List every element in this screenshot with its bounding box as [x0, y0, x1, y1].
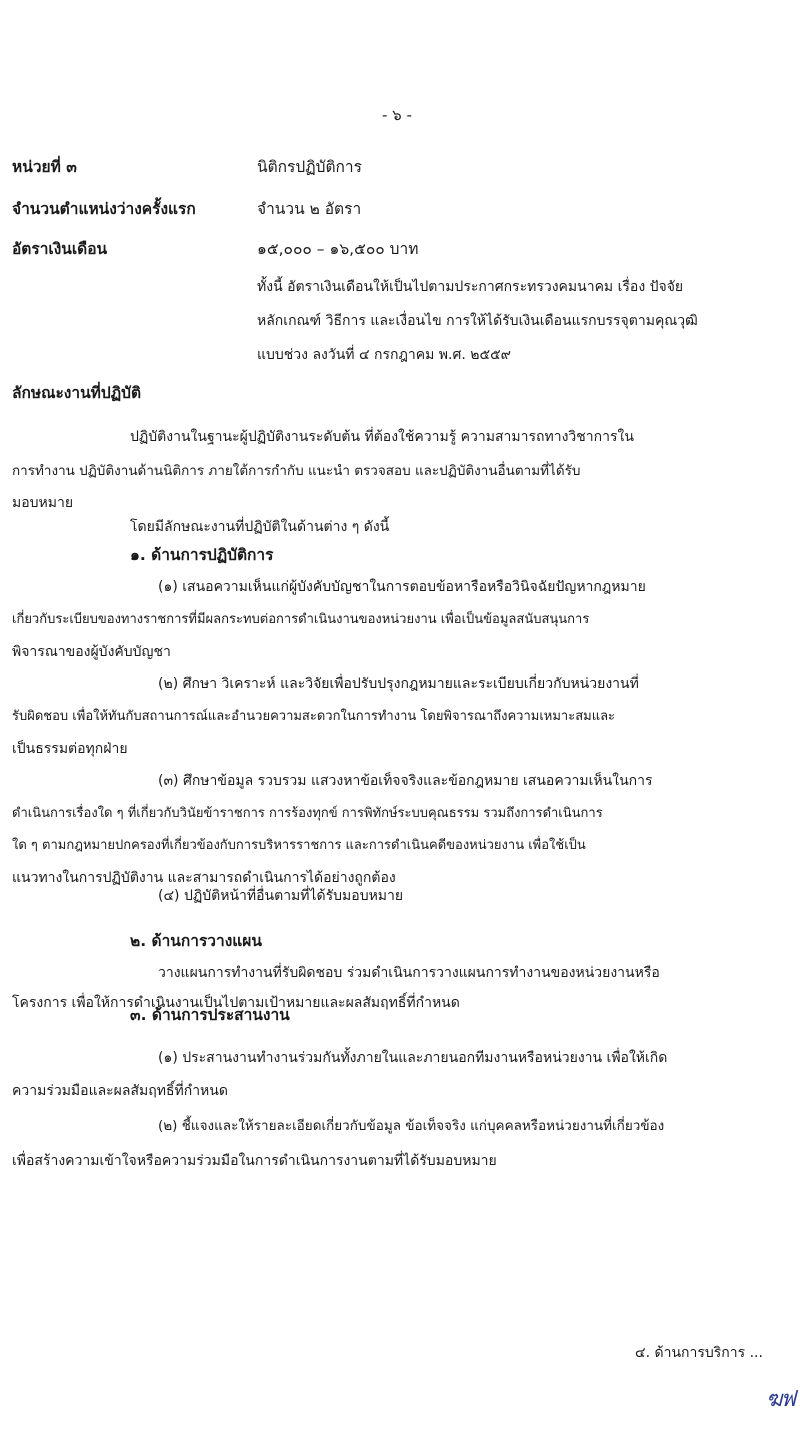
section1-item3-line: ใด ๆ ตามกฎหมายปกครองที่เกี่ยวข้องกับการบริหารราชการ และการดำเนินคดีของหน่วยงาน เพื่อใช้เป็น — [12, 838, 586, 853]
section1-item4: (๔) ปฏิบัติหน้าที่อื่นตามที่ได้รับมอบหมาย — [158, 888, 404, 904]
section3-item2-line: เพื่อสร้างความเข้าใจหรือความร่วมมือในการดำเนินการงานตามที่ได้รับมอบหมาย — [12, 1153, 497, 1169]
section1-item2-line: รับผิดชอบ เพื่อให้ทันกับสถานการณ์และอำนวยความสะดวกในการทำงาน โดยพิจารณาถึงความเหมาะสมและ — [12, 709, 616, 724]
section1-item3-line: (๓) ศึกษาข้อมูล รวบรวม แสวงหาข้อเท็จจริงและข้อกฎหมาย เสนอความเห็นในการ — [158, 773, 653, 789]
section1-item2-line: (๒) ศึกษา วิเคราะห์ และวิจัยเพื่อปรับปรุงกฎหมายและระเบียบเกี่ยวกับหน่วยงานที่ — [158, 676, 639, 692]
unit-value: นิติกรปฏิบัติการ — [257, 158, 362, 176]
section3-item1-line: (๑) ประสานงานทำงานร่วมกันทั้งภายในและภายนอกทีมงานหรือหน่วยงาน เพื่อให้เกิด — [158, 1050, 668, 1066]
vacancy-label: จำนวนตำแหน่งว่างครั้งแรก — [12, 200, 196, 218]
salary-value: ๑๕,๐๐๐ – ๑๖,๕๐๐ บาท — [257, 240, 419, 258]
salary-note-line: ทั้งนี้ อัตราเงินเดือนให้เป็นไปตามประกาศกระทรวงคมนาคม เรื่อง ปัจจัย — [257, 279, 684, 295]
job-nature-intro-line: ปฏิบัติงานในฐานะผู้ปฏิบัติงานระดับต้น ที่ต้องใช้ความรู้ ความสามารถทางวิชาการใน — [130, 429, 634, 445]
job-nature-intro-line: มอบหมาย — [12, 495, 74, 511]
job-nature-heading: ลักษณะงานที่ปฏิบัติ — [12, 384, 142, 402]
unit-label: หน่วยที่ ๓ — [12, 158, 77, 176]
job-nature-intro-line: การทำงาน ปฏิบัติงานด้านนิติการ ภายใต้การกำกับ แนะนำ ตรวจสอบ และปฏิบัติงานอื่นตามที่ได้รับ — [12, 463, 581, 479]
section3-heading: ๓. ด้านการประสานงาน — [130, 1006, 290, 1024]
job-nature-lead: โดยมีลักษณะงานที่ปฏิบัติในด้านต่าง ๆ ดังนี้ — [130, 519, 390, 535]
section1-item1-line: (๑) เสนอความเห็นแก่ผู้บังคับบัญชาในการตอบข้อหารือหรือวินิจฉัยปัญหากฎหมาย — [158, 579, 646, 595]
section2-line: วางแผนการทำงานที่รับผิดชอบ ร่วมดำเนินการวางแผนการทำงานของหน่วยงานหรือ — [158, 965, 660, 981]
continuation-note: ๔. ด้านการบริการ ... — [635, 1345, 763, 1361]
section1-item1-line: เกี่ยวกับระเบียบของทางราชการที่มีผลกระทบต่อการดำเนินงานของหน่วยงาน เพื่อเป็นข้อมูลสนับสนุนการ — [12, 612, 590, 627]
section3-item2-line: (๒) ชี้แจงและให้รายละเอียดเกี่ยวกับข้อมูล ข้อเท็จจริง แก่บุคคลหรือหน่วยงานที่เกี่ยวข้อง — [158, 1118, 665, 1134]
section1-item3-line: แนวทางในการปฏิบัติงาน และสามารถดำเนินการได้อย่างถูกต้อง — [12, 870, 396, 886]
salary-note-line: หลักเกณฑ์ วิธีการ และเงื่อนไข การให้ได้รับเงินเดือนแรกบรรจุตามคุณวุฒิ — [257, 313, 698, 329]
page-number: - ๖ - — [382, 106, 412, 124]
section2-line: โครงการ เพื่อให้การดำเนินงานเป็นไปตามเป้าหมายและผลสัมฤทธิ์ที่กำหนด — [12, 995, 460, 1011]
vacancy-value: จำนวน ๒ อัตรา — [257, 200, 362, 218]
section1-item3-line: ดำเนินการเรื่องใด ๆ ที่เกี่ยวกับวินัยข้าราชการ การร้องทุกข์ การพิทักษ์ระบบคุณธรรม รวมถึงการดำเนินการ — [12, 806, 603, 821]
section3-item1-line: ความร่วมมือและผลสัมฤทธิ์ที่กำหนด — [12, 1083, 228, 1099]
salary-label: อัตราเงินเดือน — [12, 240, 108, 258]
handwritten-initials: ฆฟ — [766, 1387, 794, 1412]
salary-note-line: แบบช่วง ลงวันที่ ๔ กรกฎาคม พ.ศ. ๒๕๕๙ — [257, 347, 511, 363]
section1-heading: ๑. ด้านการปฏิบัติการ — [130, 546, 274, 564]
section2-heading: ๒. ด้านการวางแผน — [130, 932, 262, 950]
section1-item2-line: เป็นธรรมต่อทุกฝ่าย — [12, 741, 128, 757]
section1-item1-line: พิจารณาของผู้บังคับบัญชา — [12, 644, 171, 660]
